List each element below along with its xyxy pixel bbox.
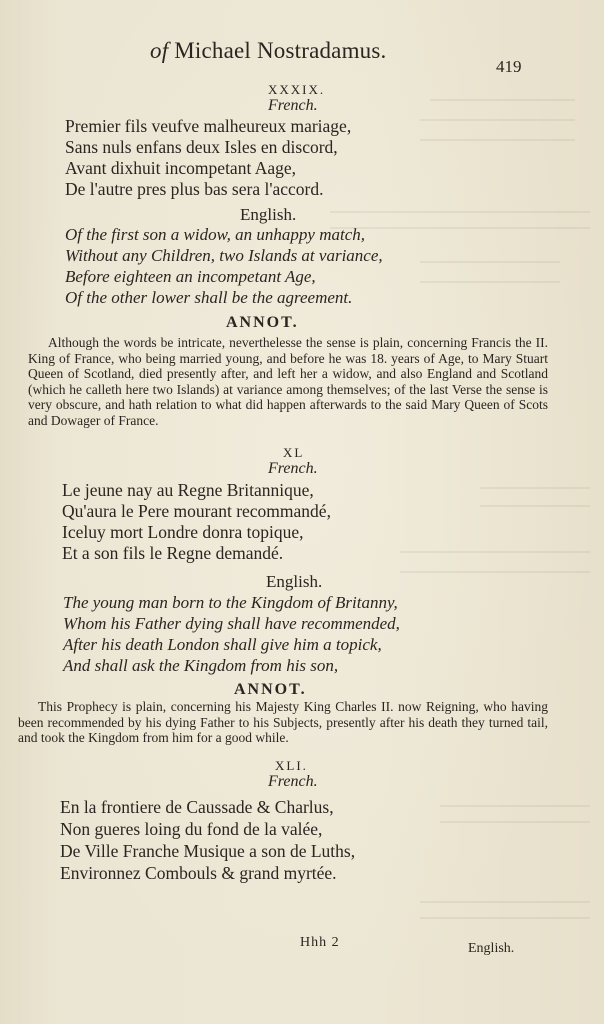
verse-line: Environnez Combouls & grand myrtée. — [60, 863, 337, 883]
verse-line: Without any Children, two Islands at variance, — [65, 246, 383, 265]
verse-line: Of the other lower shall be the agreement. — [65, 288, 353, 307]
running-head — [150, 38, 386, 64]
french-verse — [62, 480, 331, 564]
english-verse — [65, 224, 383, 308]
verse-line: Non gueres loing du fond de la valée, — [60, 819, 323, 839]
annotation-heading: ANNOT. — [234, 681, 307, 698]
running-head-title: Michael Nostradamus. — [174, 38, 387, 63]
signature-mark: Hhh 2 — [300, 935, 340, 950]
french-verse — [65, 116, 351, 200]
annotation-heading: ANNOT. — [226, 314, 299, 331]
verse-line: Et a son fils le Regne demandé. — [62, 543, 284, 563]
annotation-text — [28, 335, 548, 428]
verse-line: Iceluy mort Londre donra topique, — [62, 522, 304, 542]
verse-line: Avant dixhuit incompetant Aage, — [65, 158, 297, 178]
verse-line: And shall ask the Kingdom from his son, — [63, 656, 339, 675]
english-verse — [63, 592, 400, 676]
annotation-text — [18, 699, 548, 746]
verse-line: Of the first son a widow, an unhappy match, — [65, 225, 366, 244]
running-head-prefix: of — [150, 38, 169, 63]
french-verse — [60, 796, 355, 884]
french-label: French. — [268, 97, 318, 114]
verse-line: Sans nuls enfans deux Isles en discord, — [65, 137, 338, 157]
quatrain-number: XL — [283, 445, 305, 460]
quatrain-number: XLI. — [275, 758, 308, 773]
french-label: French. — [268, 773, 318, 790]
verse-line: Before eighteen an incompetant Age, — [65, 267, 316, 286]
quatrain-number: XXXIX. — [268, 82, 326, 97]
english-label: English. — [266, 572, 323, 591]
verse-line: De l'autre pres plus bas sera l'accord. — [65, 179, 324, 199]
english-label: English. — [240, 205, 297, 224]
verse-line: Qu'aura le Pere mourant recommandé, — [62, 501, 331, 521]
verse-line: After his death London shall give him a topick, — [63, 635, 382, 654]
verse-line: De Ville Franche Musique a son de Luths, — [60, 841, 356, 861]
page-number: 419 — [496, 57, 522, 76]
verse-line: Le jeune nay au Regne Britannique, — [62, 480, 314, 500]
annotation-paragraph: This Prophecy is plain, concerning his Majesty King Charles II. now Reigning, who having been recommended by his dying Father to his Subjects, presently after his death they turned tail, and took the Kingdom from him for a good while. — [18, 699, 548, 745]
catchword: English. — [468, 941, 515, 956]
annotation-paragraph: Although the words be intricate, neverthelesse the sense is plain, concerning Francis the II. King of France, who being married young, and before he was 18. years of Age, to Mary Stuart Queen of Scotland, died presently after, and left her a widow, and also England and Scotland (which he calleth here two Islands) at variance among themselves; of the last Verse the sense is very obscure, and hath relation to what did happen afterwards to the said Mary Queen of Scots and Dowager of France. — [28, 335, 548, 428]
french-label: French. — [268, 460, 318, 477]
verse-line: The young man born to the Kingdom of Britanny, — [63, 593, 398, 612]
verse-line: Premier fils veufve malheureux mariage, — [65, 116, 352, 136]
verse-line: Whom his Father dying shall have recommended, — [63, 614, 400, 633]
verse-line: En la frontiere de Caussade & Charlus, — [60, 797, 334, 817]
